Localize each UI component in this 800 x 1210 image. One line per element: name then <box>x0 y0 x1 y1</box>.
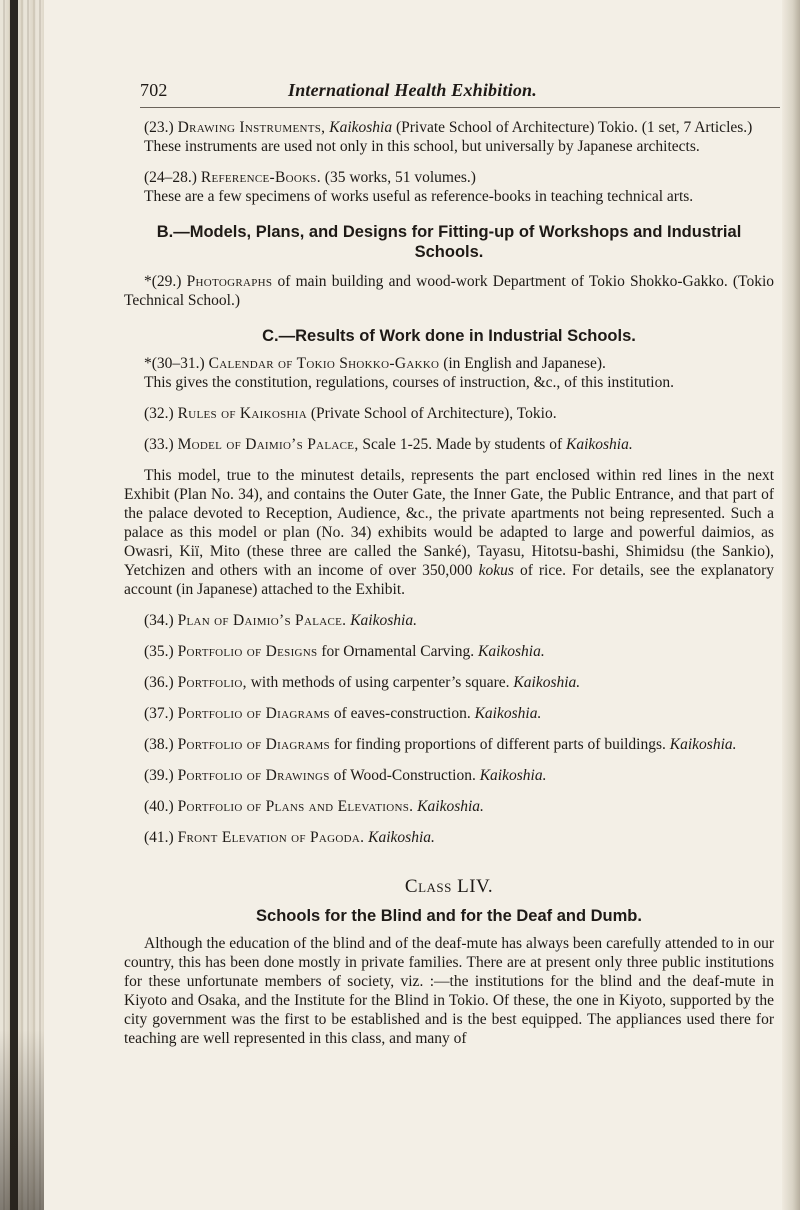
entry-41: (41.) Front Elevation of Pagoda. Kaikoshia. <box>144 829 435 846</box>
entry-39: (39.) Portfolio of Drawings of Wood-Construction. Kaikoshia. <box>144 767 547 784</box>
class-subheading: Schools for the Blind and for the Deaf and Dumb. <box>256 907 642 925</box>
entry-30-31-description: This gives the constitution, regulations, courses of instruction, &c., of this institution. <box>144 374 674 391</box>
entry-40: (40.) Portfolio of Plans and Elevations. Kaikoshia. <box>144 798 484 815</box>
page-edge <box>782 0 800 1210</box>
entry-33: (33.) Model of Daimio’s Palace, Scale 1-25. Made by students of Kaikoshia. <box>144 436 633 453</box>
entry-32: (32.) Rules of Kaikoshia (Private School of Architecture), Tokio. <box>144 405 557 422</box>
entry-35: (35.) Portfolio of Designs for Ornamental Carving. Kaikoshia. <box>144 643 545 660</box>
page-body <box>124 118 774 1048</box>
section-heading-c: C.—Results of Work done in Industrial Schools. <box>262 327 636 345</box>
entry-24-28-description: These are a few specimens of works useful as reference-books in teaching technical arts. <box>144 188 694 205</box>
entry-23-description: These instruments are used not only in this school, but universally by Japanese architects. <box>144 138 700 155</box>
closing-paragraph: Although the education of the blind and of the deaf-mute has always been carefully attended to in our country, this has been done mostly in private families. There are at present only three public institutions for these unfortunate members of society, viz. :—the institutions for the blind and the deaf-mute in Kiyoto and Osaka, and the Institute for the Blind in Tokio. Of these, the one in Kiyoto, supported by the city government was the first to be established and is the best equipped. The appliances used there for teaching are well represented in this class, and many of <box>124 935 774 1047</box>
section-heading-b: B.—Models, Plans, and Designs for Fitting-up of Workshops and Industrial Schools. <box>156 223 742 261</box>
entry-36: (36.) Portfolio, with methods of using carpenter’s square. Kaikoshia. <box>144 674 581 691</box>
header-rule <box>140 107 780 108</box>
entry-37: (37.) Portfolio of Diagrams of eaves-construction. Kaikoshia. <box>144 705 542 722</box>
entry-38: (38.) Portfolio of Diagrams for finding proportions of different parts of buildings. Kaikoshia. <box>144 736 737 753</box>
entry-24-28: (24–28.) Reference-Books. (35 works, 51 volumes.) <box>144 169 476 186</box>
running-title: International Health Exhibition. <box>288 80 537 100</box>
class-heading: Class LIV. <box>404 876 494 897</box>
entry-23: (23.) Drawing Instruments, Kaikoshia (Private School of Architecture) Tokio. (1 set, 7 Articles.) <box>144 119 753 136</box>
page-number: 702 <box>140 80 168 100</box>
entry-30-31: *(30–31.) Calendar of Tokio Shokko-Gakko (in English and Japanese). <box>144 355 606 372</box>
entry-29: *(29.) Photographs of main building and wood-work Department of Tokio Shokko-Gakko. (Tokio Technical School.) <box>124 273 775 309</box>
entry-33-description: This model, true to the minutest details, represents the part enclosed within red lines in the next Exhibit (Plan No. 34), and contains the Outer Gate, the Inner Gate, the Public Entrance, and that part of the palace devoted to Reception, Audience, &c., the private apartments not being represented. Such a palace as this model or plan (No. 34) exhibits would be adapted to large and powerful daimios, as Owasri, Kiï, Mito (these three are called the Sanké), Tayasu, Hitotsu-bashi, Shimidsu (the Sankio), Yetchizen and others with an income of over 350,000 kokus of rice. For details, see the explanatory account (in Japanese) attached to the Exhibit. <box>124 467 774 598</box>
binding-shadow <box>0 1030 44 1210</box>
book-binding <box>0 0 44 1210</box>
running-header <box>140 80 780 106</box>
entry-34: (34.) Plan of Daimio’s Palace. Kaikoshia. <box>144 612 417 629</box>
